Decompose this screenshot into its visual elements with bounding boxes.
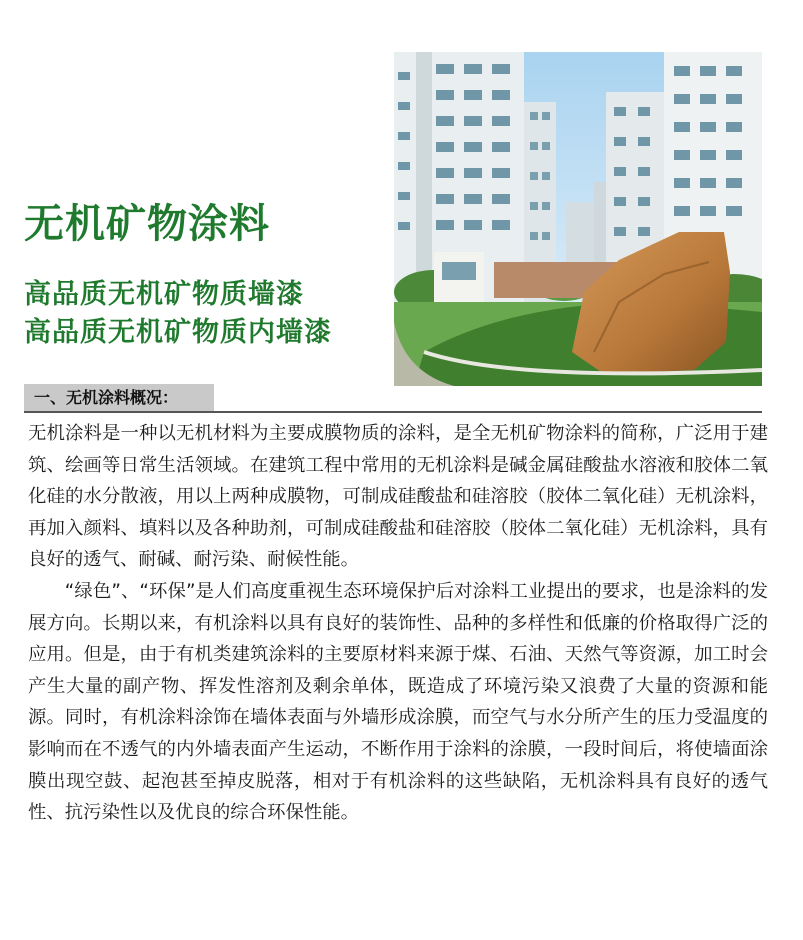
body-text	[28, 418, 768, 829]
section-divider	[24, 411, 762, 413]
paragraph-overview: 无机涂料是一种以无机材料为主要成膜物质的涂料，是全无机矿物涂料的简称，广泛用于建筑、绘画等日常生活领域。在建筑工程中常用的无机涂料是碱金属硅酸盐水溶液和胶体二氧化硅的水分散液，用以上两种成膜物，可制成硅酸盐和硅溶胶（胶体二氧化硅）无机涂料，再加入颜料、填料以及各种助剂，可制成硅酸盐和硅溶胶（胶体二氧化硅）无机涂料，具有良好的透气、耐碱、耐污染、耐候性能。	[28, 423, 768, 571]
building-photo-illustration	[394, 52, 762, 386]
subtitle-interior: 高品质无机矿物质内墙漆	[24, 317, 332, 348]
building-photo	[394, 52, 762, 386]
page-title: 无机矿物涂料	[24, 201, 270, 247]
subtitle-exterior: 高品质无机矿物质墙漆	[24, 279, 304, 310]
section-heading: 一、无机涂料概况：	[24, 384, 214, 412]
paragraph-environment: “绿色”、“环保”是人们高度重视生态环境保护后对涂料工业提出的要求，也是涂料的发展方向。长期以来，有机涂料以具有良好的装饰性、品种的多样性和低廉的价格取得广泛的应用。但是，由于有机类建筑涂料的主要原材料来源于煤、石油、天然气等资源，加工时会产生大量的副产物、挥发性溶剂及剩余单体，既造成了环境污染又浪费了大量的资源和能源。同时，有机涂料涂饰在墙体表面与外墙形成涂膜，而空气与水分所产生的压力受温度的影响而在不透气的内外墙表面产生运动，不断作用于涂料的涂膜，一段时间后，将使墙面涂膜出现空鼓、起泡甚至掉皮脱落，相对于有机涂料的这些缺陷，无机涂料具有良好的透气性、抗污染性以及优良的综合环保性能。	[28, 580, 768, 824]
